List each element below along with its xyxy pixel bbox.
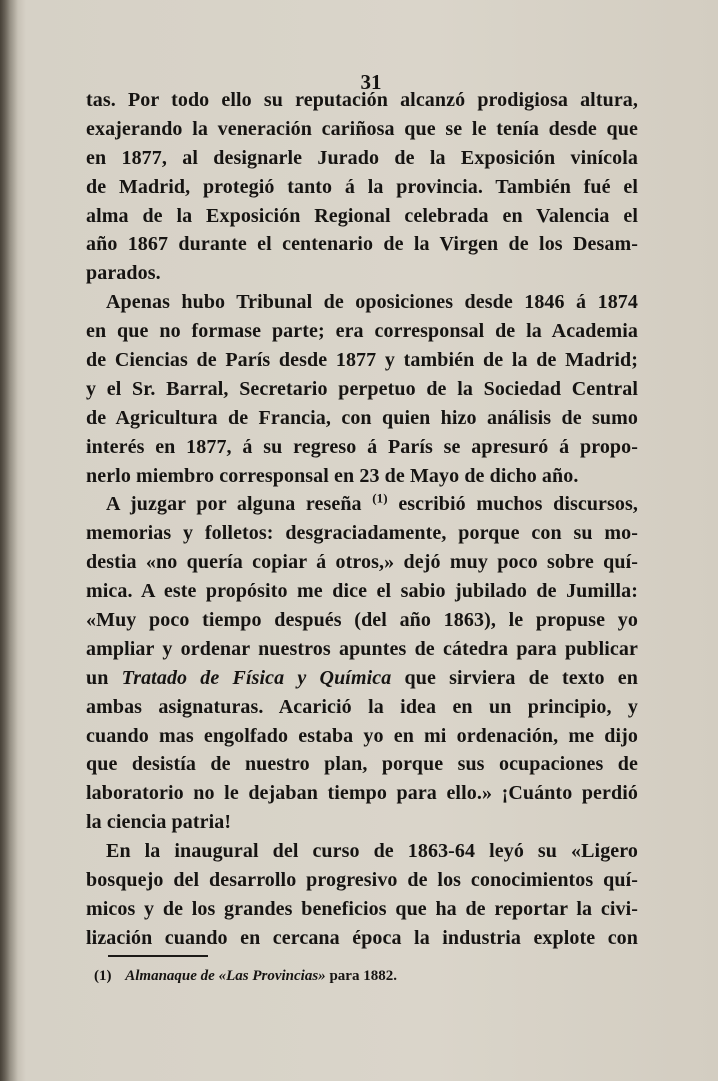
text-line: de Agricultura de Francia, con quien hizo análisis de sumo: [86, 406, 638, 429]
text-line: de Ciencias de París desde 1877 y también de la de Madrid;: [86, 349, 638, 372]
text-line: mica. A este propósito me dice el sabio jubilado de Jumilla:: [86, 580, 638, 603]
text-line: laboratorio no le dejaban tiempo para ello.» ¡Cuánto perdió: [86, 782, 638, 805]
text-line: En la inaugural del curso de 1863-64 leyó su «Ligero: [106, 840, 638, 863]
text-line: de Madrid, protegió tanto á la provincia. También fué el: [86, 175, 638, 198]
text-segment: escribió muchos discursos,: [398, 493, 638, 516]
text-line: en que no formase parte; era corresponsal de la Academia: [86, 320, 638, 343]
text-line-with-title: [86, 664, 638, 693]
footnote-text: para 1882.: [329, 968, 397, 984]
text-line: cuando mas engolfado estaba yo en mi ordenación, me dijo: [86, 724, 638, 747]
text-segment: A juzgar por alguna reseña: [106, 493, 362, 516]
text-line: Apenas hubo Tribunal de oposiciones desde 1846 á 1874: [106, 291, 638, 314]
text-line: tas. Por todo ello su reputación alcanzó prodigiosa altura,: [86, 89, 638, 111]
text-line: parados.: [86, 262, 161, 285]
page-number: 31: [360, 70, 382, 94]
footnote-number: (1): [94, 968, 112, 984]
binding-gutter-shadow: [0, 0, 18, 1081]
text-line: nerlo miembro corresponsal en 23 de Mayo de dicho año.: [86, 464, 579, 487]
footnote-reference[interactable]: (1): [372, 490, 388, 506]
text-line: ambas asignaturas. Acarició la idea en un principio, y: [86, 695, 638, 718]
book-title: Tratado de Física y Química: [121, 666, 392, 689]
text-line: ampliar y ordenar nuestros apuntes de cátedra para publicar: [86, 637, 638, 660]
text-line: la ciencia patria!: [86, 811, 232, 834]
text-line: que desistía de nuestro plan, porque sus ocupaciones de: [86, 753, 638, 776]
text-segment: un: [86, 666, 109, 689]
text-line: en 1877, al designarle Jurado de la Exposición vinícola: [86, 146, 638, 169]
text-line: alma de la Exposición Regional celebrada en Valencia el: [86, 204, 638, 227]
footnote-text: Almanaque de: [125, 968, 215, 984]
body-text: [86, 86, 638, 953]
text-line: bosquejo del desarrollo progresivo de los conocimientos quí-: [86, 869, 638, 892]
text-line-with-footnote: [86, 490, 638, 519]
text-line: y el Sr. Barral, Secretario perpetuo de la Sociedad Central: [86, 377, 638, 400]
text-line: lización cuando en cercana época la industria explote con: [86, 926, 638, 949]
text-segment: que sirviera de texto en: [404, 666, 638, 689]
text-line: interés en 1877, á su regreso á París se apresuró á propo-: [86, 435, 638, 458]
text-line: año 1867 durante el centenario de la Virgen de los Desam-: [86, 233, 638, 256]
text-line: destia «no quería copiar á otros,» dejó muy poco sobre quí-: [86, 551, 638, 574]
text-line: «Muy poco tiempo después (del año 1863), le propuse yo: [86, 609, 638, 632]
footnote-divider: [108, 955, 208, 957]
text-line: memorias y folletos: desgraciadamente, porque con su mo-: [86, 522, 638, 545]
footnote-source: «Las Provincias»: [218, 968, 326, 984]
text-line: exajerando la veneración cariñosa que se le tenía desde que: [86, 117, 638, 140]
text-line: micos y de los grandes beneficios que ha de reportar la civi-: [86, 897, 638, 920]
footnote: [94, 968, 614, 985]
